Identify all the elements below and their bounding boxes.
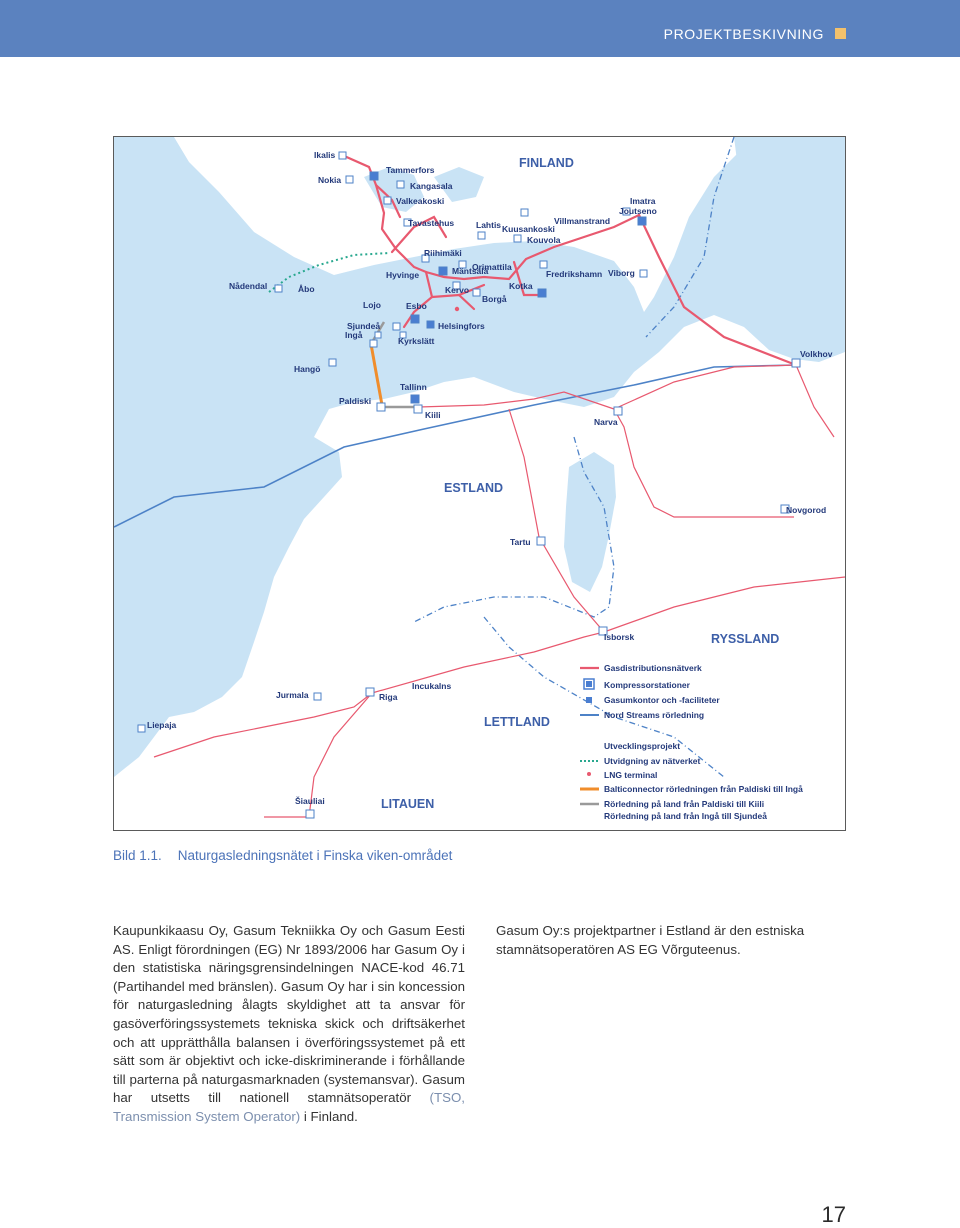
- place-marker: [377, 403, 385, 411]
- place-label-mantsala: Mäntsälä: [452, 266, 489, 276]
- gas-network-map: [113, 136, 846, 831]
- body-left-main: Kaupunkikaasu Oy, Gasum Tekniikka Oy och Gasum Eesti AS. Enligt förordningen (EG) Nr 1893/2006 har Gasum Oy i den statistiska näringsgrensindelningen NACE-kod 46.71 (Partihandel med bränslen). Gasum Oy har i sin koncession för naturgasledning ålagts skyldighet att ta ansvar för gasöverföringssystemets tekniska skick och driftsäkerhet och att upprätthålla balansen i överföringssystemet på ett sätt som är objektivt och icke-diskriminerande i förhållande till parterna på naturgasmarknaden (systemansvar). Gasum har utsetts till nationell stamnätsoperatör: [113, 923, 465, 1106]
- legend-label-1: Kompressorstationer: [604, 680, 690, 690]
- country-lettland: LETTLAND: [484, 715, 550, 729]
- place-label-borga: Borgå: [482, 294, 507, 304]
- place-marker: [384, 197, 391, 204]
- place-label-jurmala: Jurmala: [276, 690, 309, 700]
- place-label-kyrkslatt: Kyrkslätt: [398, 336, 435, 346]
- place-label-sjundea: Sjundeå: [347, 321, 381, 331]
- place-label-kiili: Kiili: [425, 410, 441, 420]
- place-marker: [375, 332, 381, 338]
- legend-label-0: Gasdistributionsnätverk: [604, 663, 702, 673]
- country-litauen: LITAUEN: [381, 797, 435, 811]
- place-label-esbo: Esbo: [406, 301, 427, 311]
- place-label-lahtis: Lahtis: [476, 220, 502, 230]
- place-marker: [346, 176, 353, 183]
- figure-caption: [113, 848, 452, 863]
- place-marker: [537, 537, 545, 545]
- place-marker: [640, 270, 647, 277]
- header-accent-square: [835, 28, 846, 39]
- legend-label-6: LNG terminal: [604, 770, 658, 780]
- section-title: PROJEKTBESKIVNING: [663, 26, 824, 42]
- place-label-imatra: Imatra: [630, 196, 656, 206]
- body-left-tso: (TSO, Transmission System Operator): [113, 1090, 465, 1124]
- place-marker: [397, 181, 404, 188]
- place-label-lojo: Lojo: [363, 300, 381, 310]
- place-label-hyvinge: Hyvinge: [386, 270, 420, 280]
- place-marker: [638, 217, 646, 225]
- place-marker: [427, 321, 434, 328]
- body-text-left: [113, 922, 465, 1127]
- place-label-novgorod: Novgorod: [786, 505, 827, 515]
- place-marker: [366, 688, 374, 696]
- legend-label-9: Rörledning på land från Ingå till Sjundeå: [604, 811, 767, 821]
- place-marker: [439, 267, 447, 275]
- country-finland: FINLAND: [519, 156, 574, 170]
- place-label-valkeakoski: Valkeakoski: [396, 196, 445, 206]
- place-label-liepaja: Liepaja: [147, 720, 177, 730]
- place-marker: [370, 340, 377, 347]
- place-label-nokia: Nokia: [318, 175, 342, 185]
- place-label-siauliai: Šiauliai: [295, 796, 325, 806]
- place-label-fredrikshamn: Fredrikshamn: [546, 269, 603, 279]
- place-label-kotka: Kotka: [509, 281, 533, 291]
- body-text-right: Gasum Oy:s projektpartner i Estland är den estniska stamnätsoperatören AS EG Võrguteenus.: [496, 923, 805, 957]
- legend-label-3: Nord Streams rörledning: [604, 710, 705, 720]
- place-label-villmanstrand: Villmanstrand: [554, 216, 611, 226]
- place-marker: [138, 725, 145, 732]
- place-marker: [314, 693, 321, 700]
- place-label-riihimaki: Riihimäki: [424, 248, 462, 258]
- place-marker: [540, 261, 547, 268]
- body-left-tail: i Finland.: [303, 1108, 358, 1124]
- place-label-abo: Åbo: [298, 284, 315, 294]
- place-marker: [370, 172, 378, 180]
- place-marker: [792, 359, 800, 367]
- place-marker: [538, 289, 546, 297]
- legend-label-8: Rörledning på land från Paldiski till Kiili: [604, 799, 765, 809]
- place-label-inga: Ingå: [345, 330, 363, 340]
- place-label-incukalns: Incukalns: [412, 681, 452, 691]
- legend-label-4: Utvecklingsprojekt: [604, 741, 681, 751]
- place-label-kervo: Kervo: [445, 285, 470, 295]
- place-label-kangasala: Kangasala: [410, 181, 453, 191]
- caption-text: Naturgasledningsnätet i Finska viken-området: [177, 848, 453, 863]
- place-label-paldiski: Paldiski: [339, 396, 372, 406]
- lng-terminal-marker: [455, 307, 459, 311]
- place-label-volkhov: Volkhov: [800, 349, 833, 359]
- place-marker: [478, 232, 485, 239]
- place-marker: [521, 209, 528, 216]
- place-marker: [411, 395, 419, 403]
- place-label-nadendal: Nådendal: [229, 281, 268, 291]
- place-marker: [329, 359, 336, 366]
- place-marker: [411, 315, 419, 323]
- country-ryssland: RYSSLAND: [711, 632, 780, 646]
- place-marker: [473, 289, 480, 296]
- legend-label-2: Gasumkontor och -faciliteter: [604, 695, 720, 705]
- place-label-joutseno: Joutseno: [619, 206, 657, 216]
- place-label-viborg: Viborg: [608, 268, 635, 278]
- map-canvas: [114, 137, 845, 830]
- place-label-tallinn: Tallinn: [400, 382, 427, 392]
- legend-label-7: Balticonnector rörledningen från Paldiski till Ingå: [604, 784, 803, 794]
- page-number: 17: [821, 1202, 846, 1227]
- place-marker: [306, 810, 314, 818]
- place-label-riga: Riga: [379, 692, 398, 702]
- caption-number: Bild 1.1.: [113, 848, 162, 863]
- place-label-hango: Hangö: [294, 364, 321, 374]
- country-estland: ESTLAND: [444, 481, 504, 495]
- place-marker: [614, 407, 622, 415]
- place-marker: [339, 152, 346, 159]
- place-label-tartu: Tartu: [510, 537, 531, 547]
- place-label-kuusankoski: Kuusankoski: [502, 224, 555, 234]
- place-label-helsingfors: Helsingfors: [438, 321, 485, 331]
- legend-label-5: Utvidgning av nätverket: [604, 756, 701, 766]
- place-marker: [514, 235, 521, 242]
- place-label-isborsk: Isborsk: [604, 632, 635, 642]
- place-label-ikalis: Ikalis: [314, 150, 336, 160]
- place-label-kouvola: Kouvola: [527, 235, 561, 245]
- place-marker: [414, 405, 422, 413]
- place-label-narva: Narva: [594, 417, 618, 427]
- place-label-orimattila: Orimattila: [472, 262, 512, 272]
- place-marker: [275, 285, 282, 292]
- place-marker: [393, 323, 400, 330]
- place-label-tavastehus: Tavastehus: [408, 218, 455, 228]
- place-label-tammerfors: Tammerfors: [386, 165, 435, 175]
